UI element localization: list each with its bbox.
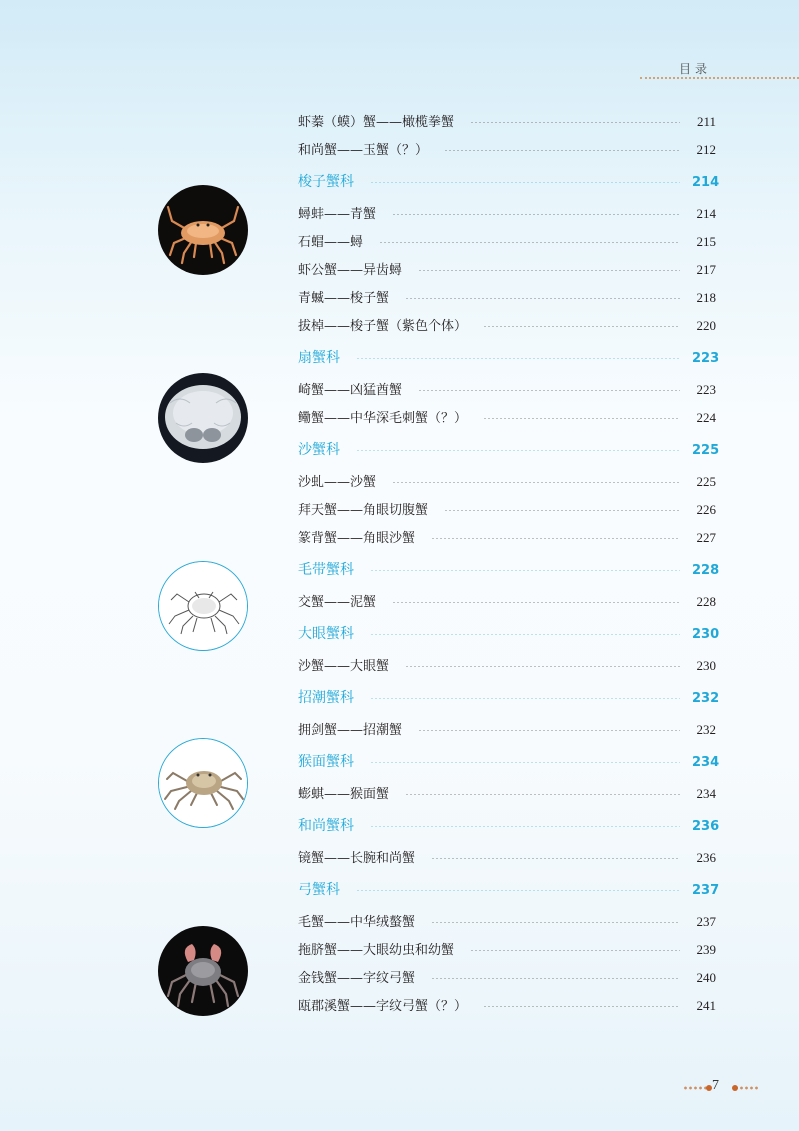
toc-entry [298, 312, 716, 340]
section-title: 招潮蟹科 [298, 690, 354, 706]
toc-entry [298, 376, 716, 404]
page-ref: 241 [696, 998, 716, 1013]
dot-leader [392, 482, 680, 483]
entry-title: 拥剑蟹——招潮蟹 [298, 723, 403, 738]
page-ref: 223 [692, 351, 720, 366]
toc-entry [298, 964, 716, 992]
page-number: 7 [712, 1078, 719, 1093]
header-title: 目录 [678, 62, 711, 76]
dot-leader [405, 794, 680, 795]
entry-title: 镜蟹——长腕和尚蟹 [298, 851, 416, 866]
toc-section-heading [298, 872, 720, 908]
toc-section-heading [298, 744, 720, 780]
page-ref: 232 [692, 691, 720, 706]
dot-leader [431, 858, 680, 859]
entry-title: 沙蟹——大眼蟹 [298, 659, 390, 674]
crab-sketch-illustration [158, 561, 248, 651]
page-ref: 217 [696, 262, 716, 277]
toc-entry [298, 468, 716, 496]
dot-leader [356, 450, 680, 451]
dot-leader [470, 122, 680, 123]
entry-title: 石蝐——蟳 [298, 235, 364, 250]
dot-leader [392, 214, 680, 215]
dot-leader [444, 510, 680, 511]
toc-entry [298, 716, 716, 744]
dot-leader [418, 270, 680, 271]
toc-entry [298, 496, 716, 524]
section-title: 梭子蟹科 [298, 174, 354, 190]
entry-title: 交蟹——泥蟹 [298, 595, 377, 610]
toc-section-heading [298, 432, 720, 468]
page-ref: 214 [696, 206, 716, 221]
toc-entry [298, 588, 716, 616]
dot-leader [418, 730, 680, 731]
toc-entry [298, 936, 716, 964]
dot-leader [431, 922, 680, 923]
dot-leader [356, 890, 680, 891]
toc-entry [298, 992, 716, 1020]
entry-title: 篆背蟹——角眼沙蟹 [298, 531, 416, 546]
page-ref: 239 [696, 942, 716, 957]
entry-title: 瓯郡溪蟹——字纹弓蟹（？） [298, 999, 468, 1014]
section-title: 和尚蟹科 [298, 818, 354, 834]
entry-title: 虾公蟹——异齿蟳 [298, 263, 403, 278]
page-ref: 215 [696, 234, 716, 249]
mitten-crab-photo [158, 926, 248, 1016]
footer-ornament-left [683, 1086, 709, 1090]
dot-leader [470, 950, 680, 951]
toc-entry [298, 228, 716, 256]
page-ref: 226 [696, 502, 716, 517]
page-ref: 236 [696, 850, 716, 865]
page-ref: 230 [696, 658, 716, 673]
page-ref: 214 [692, 175, 720, 190]
page-ref: 232 [696, 722, 716, 737]
section-title: 大眼蟹科 [298, 626, 354, 642]
section-title: 弓蟹科 [298, 882, 340, 898]
dot-leader [379, 242, 680, 243]
entry-title: 崎蟹——凶猛酋蟹 [298, 383, 403, 398]
entry-title: 鳓蟹——中华深毛刺蟹（？） [298, 411, 468, 426]
page-ref: 237 [692, 883, 720, 898]
entry-title: 沙虬——沙蟹 [298, 475, 377, 490]
page-ref: 230 [692, 627, 720, 642]
page-ref: 240 [696, 970, 716, 985]
page-ref: 212 [696, 142, 716, 157]
dot-leader [431, 538, 680, 539]
dot-leader [392, 602, 680, 603]
page-ref: 227 [696, 530, 716, 545]
dot-leader [405, 666, 680, 667]
section-title: 猴面蟹科 [298, 754, 354, 770]
toc-section-heading [298, 164, 720, 200]
dot-leader [370, 826, 680, 827]
entry-title: 青蝛——梭子蟹 [298, 291, 390, 306]
entry-title: 金钱蟹——字纹弓蟹 [298, 971, 416, 986]
entry-title: 虾蓁（蟆）蟹——橄榄拳蟹 [298, 115, 455, 130]
page-ref: 211 [696, 114, 716, 129]
toc-entry [298, 908, 716, 936]
toc-entry [298, 136, 716, 164]
dot-leader [370, 570, 680, 571]
dot-leader [483, 326, 680, 327]
dot-leader [483, 418, 680, 419]
page-ref: 228 [696, 594, 716, 609]
toc-entry [298, 780, 716, 808]
toc-section-heading [298, 552, 720, 588]
section-title: 沙蟹科 [298, 442, 340, 458]
toc-entry [298, 404, 716, 432]
table-of-contents [298, 108, 720, 1020]
section-title: 毛带蟹科 [298, 562, 354, 578]
dot-leader [483, 1006, 680, 1007]
entry-title: 蟳蚌——青蟹 [298, 207, 377, 222]
toc-entry [298, 108, 716, 136]
dot-leader [405, 298, 680, 299]
entry-title: 蟛蜞——猴面蟹 [298, 787, 390, 802]
crab-watercolor-illustration [158, 738, 248, 828]
entry-title: 拜天蟹——角眼切腹蟹 [298, 503, 429, 518]
entry-title: 拔棹——梭子蟹（紫色个体） [298, 319, 468, 334]
toc-entry [298, 256, 716, 284]
dot-leader [370, 634, 680, 635]
toc-section-heading [298, 616, 720, 652]
toc-entry [298, 200, 716, 228]
header-rule [640, 77, 799, 79]
hairy-crab-photo [158, 373, 248, 463]
toc-entry [298, 524, 716, 552]
entry-title: 和尚蟹——玉蟹（？） [298, 143, 429, 158]
footer-ornament-right [734, 1086, 760, 1090]
dot-leader [444, 150, 680, 151]
page-ref: 234 [696, 786, 716, 801]
toc-section-heading [298, 340, 720, 376]
page-ref: 225 [696, 474, 716, 489]
dot-leader [370, 762, 680, 763]
page-ref: 224 [696, 410, 716, 425]
swimming-crab-photo [158, 185, 248, 275]
toc-entry [298, 284, 716, 312]
page-ref: 228 [692, 563, 720, 578]
section-title: 扇蟹科 [298, 350, 340, 366]
entry-title: 毛蟹——中华绒螯蟹 [298, 915, 416, 930]
toc-section-heading [298, 808, 720, 844]
page-ref: 218 [696, 290, 716, 305]
page-ref: 220 [696, 318, 716, 333]
toc-entry [298, 652, 716, 680]
entry-title: 拖脐蟹——大眼幼虫和幼蟹 [298, 943, 455, 958]
dot-leader [370, 182, 680, 183]
dot-leader [418, 390, 680, 391]
page-ref: 236 [692, 819, 720, 834]
page-ref: 225 [692, 443, 720, 458]
dot-leader [356, 358, 680, 359]
page-ref: 223 [696, 382, 716, 397]
page-ref: 234 [692, 755, 720, 770]
dot-leader [370, 698, 680, 699]
toc-section-heading [298, 680, 720, 716]
toc-entry [298, 844, 716, 872]
dot-leader [431, 978, 680, 979]
page-ref: 237 [696, 914, 716, 929]
